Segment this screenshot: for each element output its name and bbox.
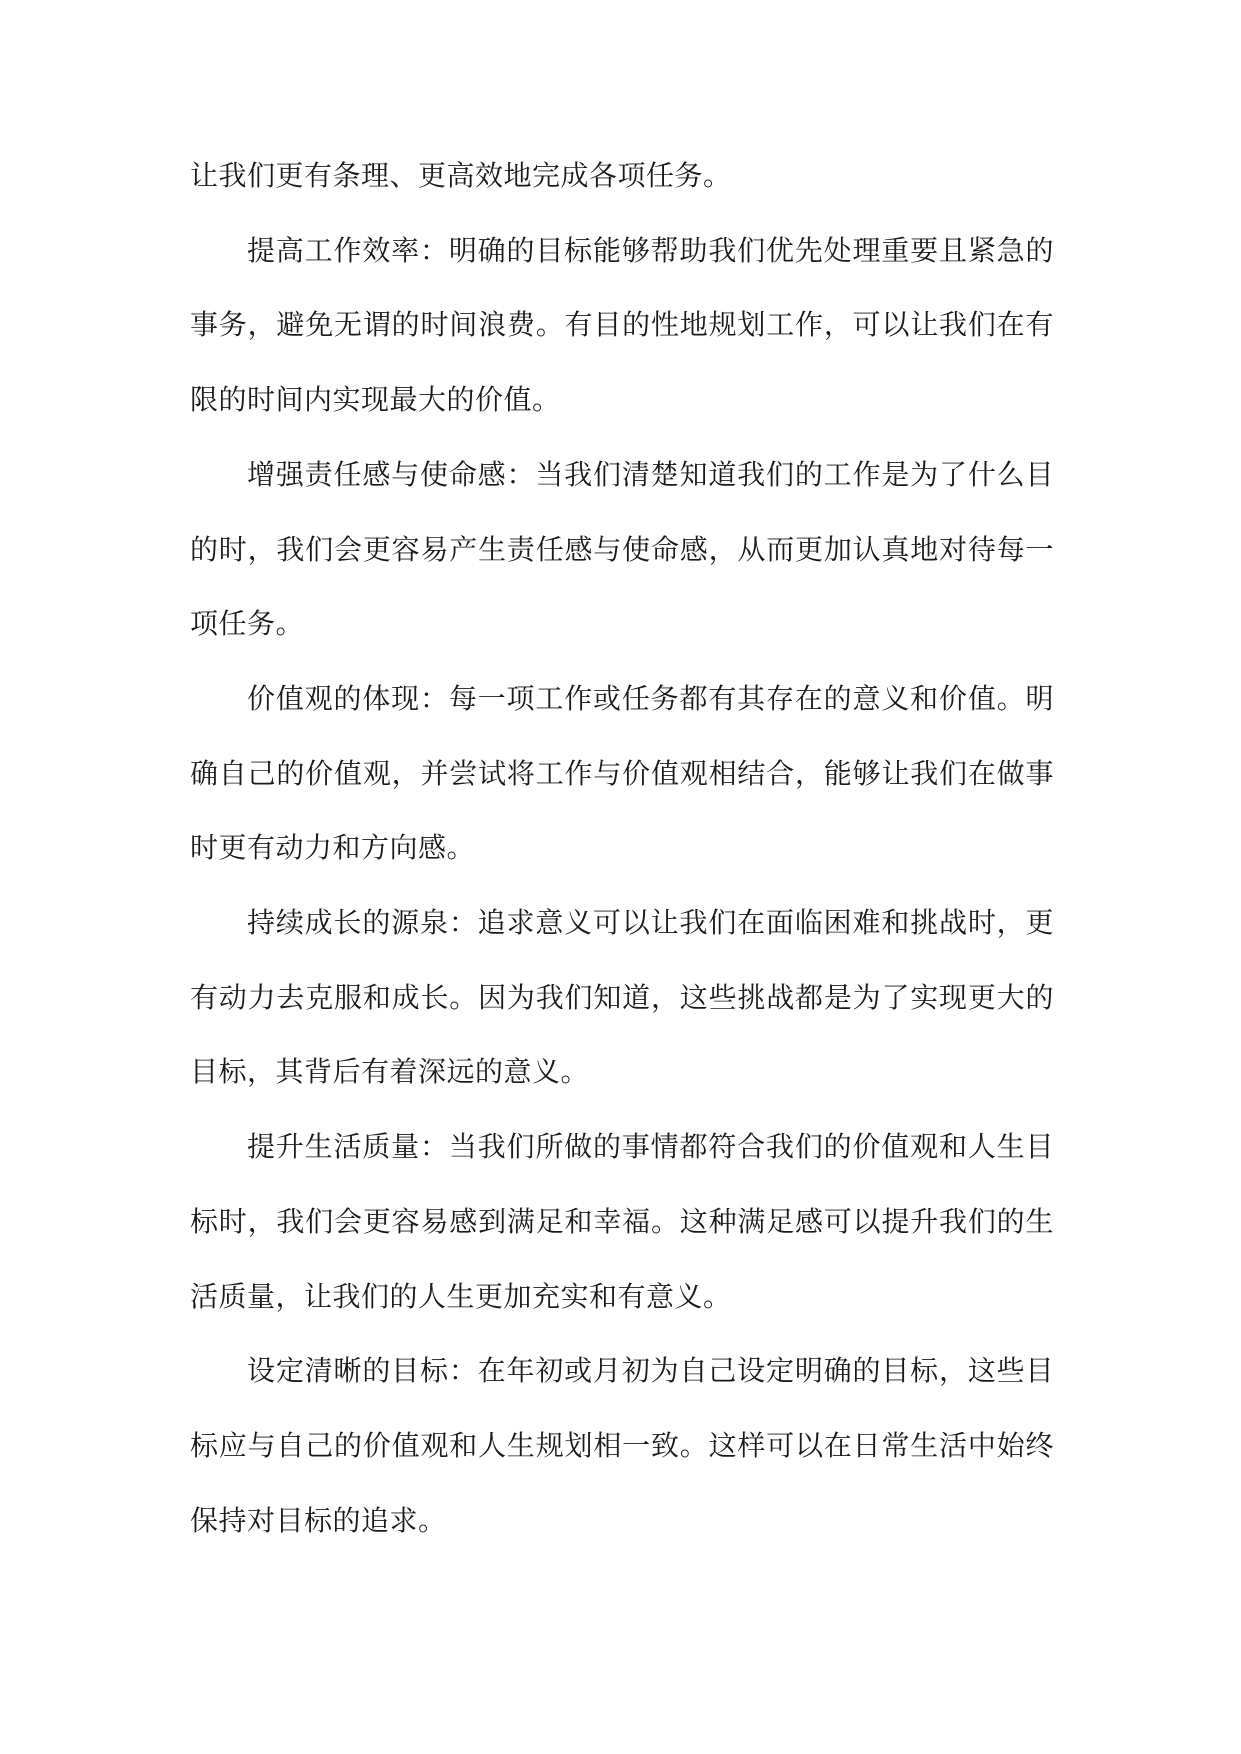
paragraph-responsibility: 增强责任感与使命感：当我们清楚知道我们的工作是为了什么目的时，我们会更容易产生责任感与使命感，从而更加认真地对待每一项任务。	[190, 457, 1054, 641]
paragraph-quality-of-life: 提升生活质量：当我们所做的事情都符合我们的价值观和人生目标时，我们会更容易感到满足和幸福。这种满足感可以提升我们的生活质量，让我们的人生更加充实和有意义。	[190, 1130, 1054, 1313]
paragraph-values: 价值观的体现：每一项工作或任务都有其存在的意义和价值。明确自己的价值观，并尝试将工作与价值观相结合，能够让我们在做事时更有动力和方向感。	[190, 681, 1054, 865]
paragraph-growth: 持续成长的源泉：追求意义可以让我们在面临困难和挑战时，更有动力去克服和成长。因为我们知道，这些挑战都是为了实现更大的目标，其背后有着深远的意义。	[190, 906, 1054, 1089]
paragraph-set-goals: 设定清晰的目标：在年初或月初为自己设定明确的目标，这些目标应与自己的价值观和人生规划相一致。这样可以在日常生活中始终保持对目标的追求。	[190, 1354, 1054, 1537]
paragraph-improve-efficiency: 提高工作效率：明确的目标能够帮助我们优先处理重要且紧急的事务，避免无谓的时间浪费。有目的性地规划工作，可以让我们在有限的时间内实现最大的价值。	[190, 233, 1054, 417]
document-body	[190, 139, 1054, 1558]
paragraph-continuation: 让我们更有条理、更高效地完成各项任务。	[190, 159, 732, 192]
